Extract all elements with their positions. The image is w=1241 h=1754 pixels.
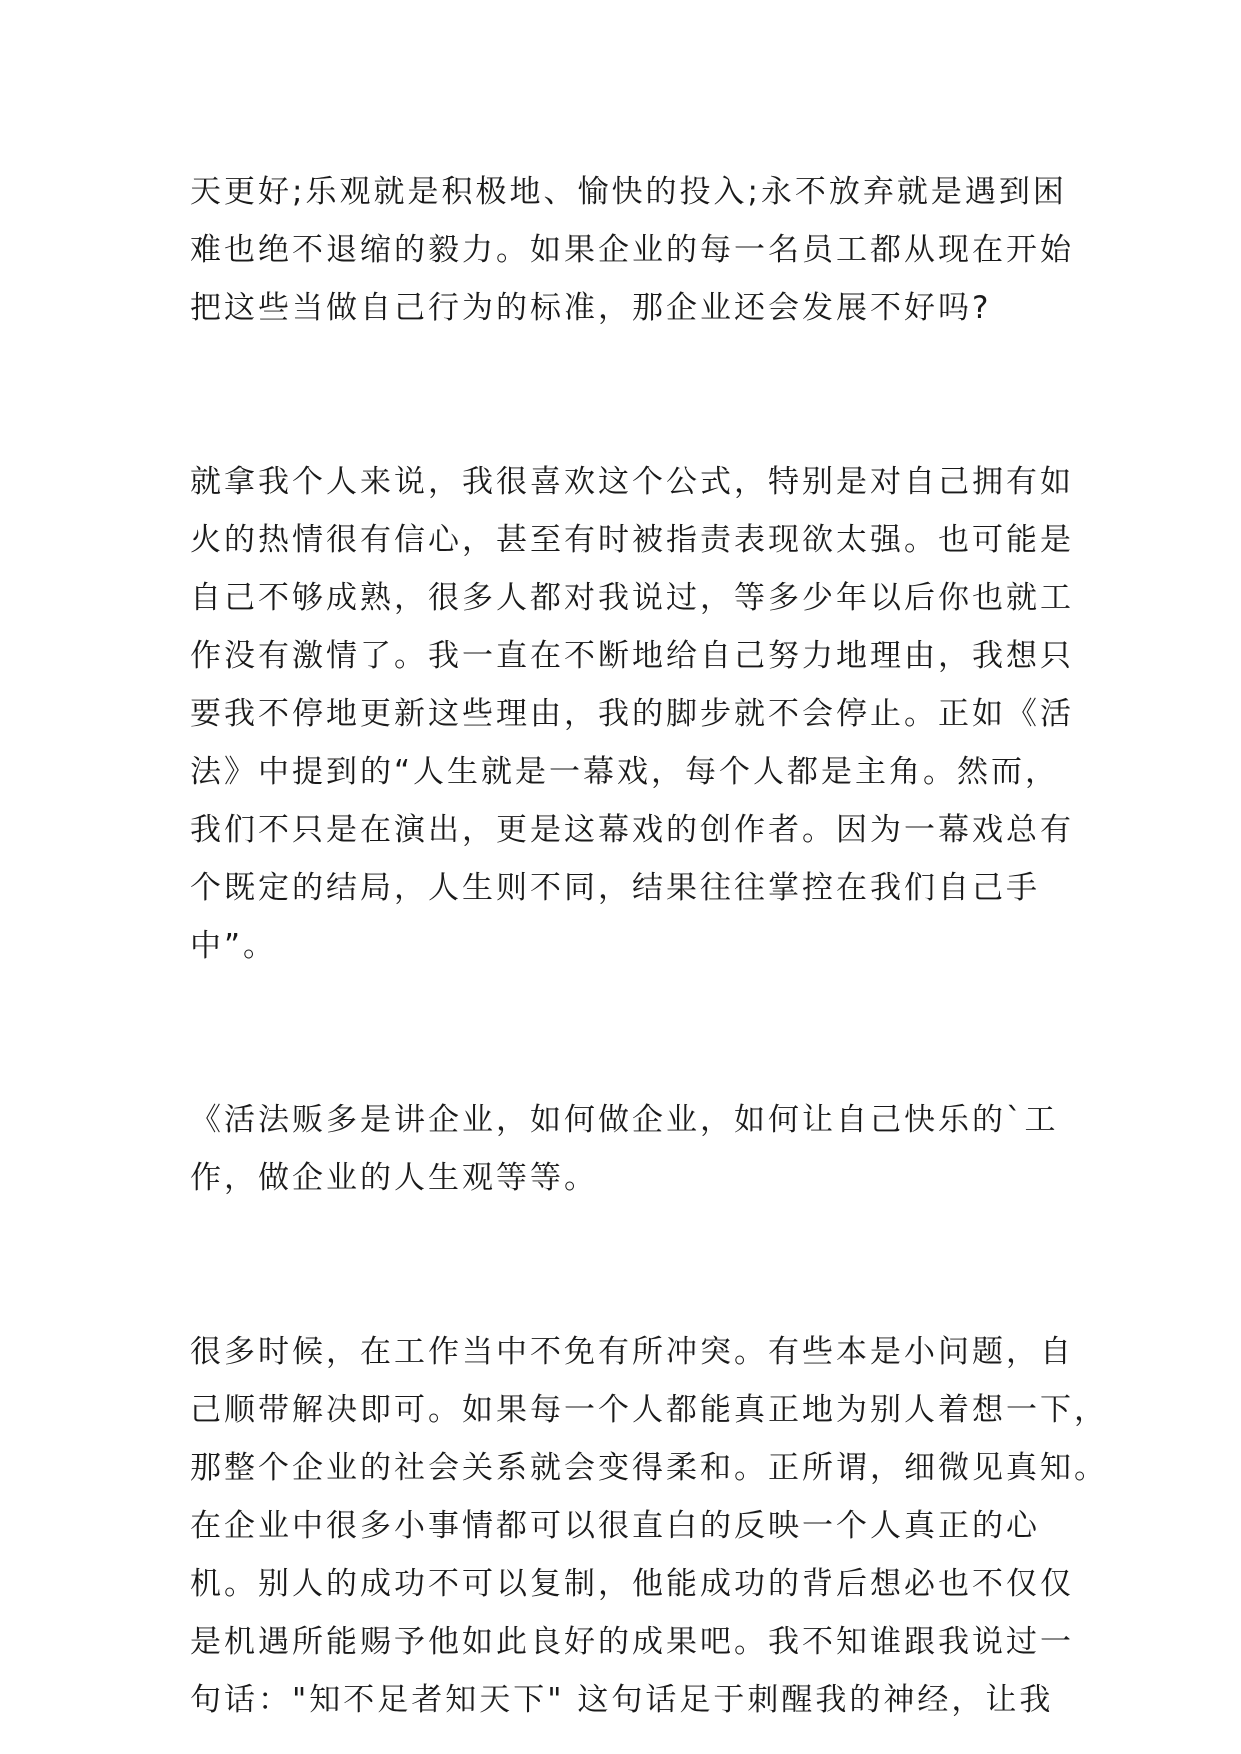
text-line: 个既定的结局，人生则不同，结果往往掌控在我们自己手 (190, 870, 1040, 906)
text-line: 法》中提到的“人生就是一幕戏，每个人都是主角。然而， (190, 754, 1060, 790)
text-line: 自己不够成熟，很多人都对我说过，等多少年以后你也就工 (190, 580, 1074, 616)
text-line: 作，做企业的人生观等等。 (190, 1160, 598, 1196)
text-line: 天更好;乐观就是积极地、愉快的投入;永不放弃就是遇到困 (190, 174, 1067, 210)
text-line: 作没有激情了。我一直在不断地给自己努力地理由，我想只 (190, 638, 1074, 674)
paragraph-gap (190, 1207, 1050, 1323)
text-line: 《活法贩多是讲企业，如何做企业，如何让自己快乐的`工 (190, 1102, 1059, 1138)
paragraph-gap (190, 337, 1050, 453)
text-line: 要我不停地更新这些理由，我的脚步就不会停止。正如《活 (190, 696, 1074, 732)
paragraph-1 (190, 163, 1074, 337)
text-line: 在企业中很多小事情都可以很直白的反映一个人真正的心 (190, 1508, 1040, 1544)
text-line: 很多时候，在工作当中不免有所冲突。有些本是小问题，自 (190, 1334, 1074, 1370)
body-text (190, 163, 1108, 1729)
text-line: 就拿我个人来说，我很喜欢这个公式，特别是对自己拥有如 (190, 464, 1074, 500)
text-line: 是机遇所能赐予他如此良好的成果吧。我不知谁跟我说过一 (190, 1624, 1074, 1660)
text-line: 句话："知不足者知天下" 这句话足于刺醒我的神经，让我 (190, 1682, 1054, 1718)
text-line: 火的热情很有信心，甚至有时被指责表现欲太强。也可能是 (190, 522, 1074, 558)
paragraph-4 (190, 1323, 1108, 1729)
text-line: 把这些当做自己行为的标准，那企业还会发展不好吗? (190, 290, 992, 326)
text-line: 那整个企业的社会关系就会变得柔和。正所谓，细微见真知。 (190, 1450, 1108, 1486)
paragraph-2 (190, 453, 1074, 975)
paragraph-3 (190, 1091, 1059, 1207)
text-line: 难也绝不退缩的毅力。如果企业的每一名员工都从现在开始 (190, 232, 1074, 268)
text-line: 己顺带解决即可。如果每一个人都能真正地为别人着想一下， (190, 1392, 1108, 1428)
text-line: 机。别人的成功不可以复制，他能成功的背后想必也不仅仅 (190, 1566, 1074, 1602)
text-line: 中”。 (190, 928, 278, 964)
text-line: 我们不只是在演出，更是这幕戏的创作者。因为一幕戏总有 (190, 812, 1074, 848)
paragraph-gap (190, 975, 1050, 1091)
